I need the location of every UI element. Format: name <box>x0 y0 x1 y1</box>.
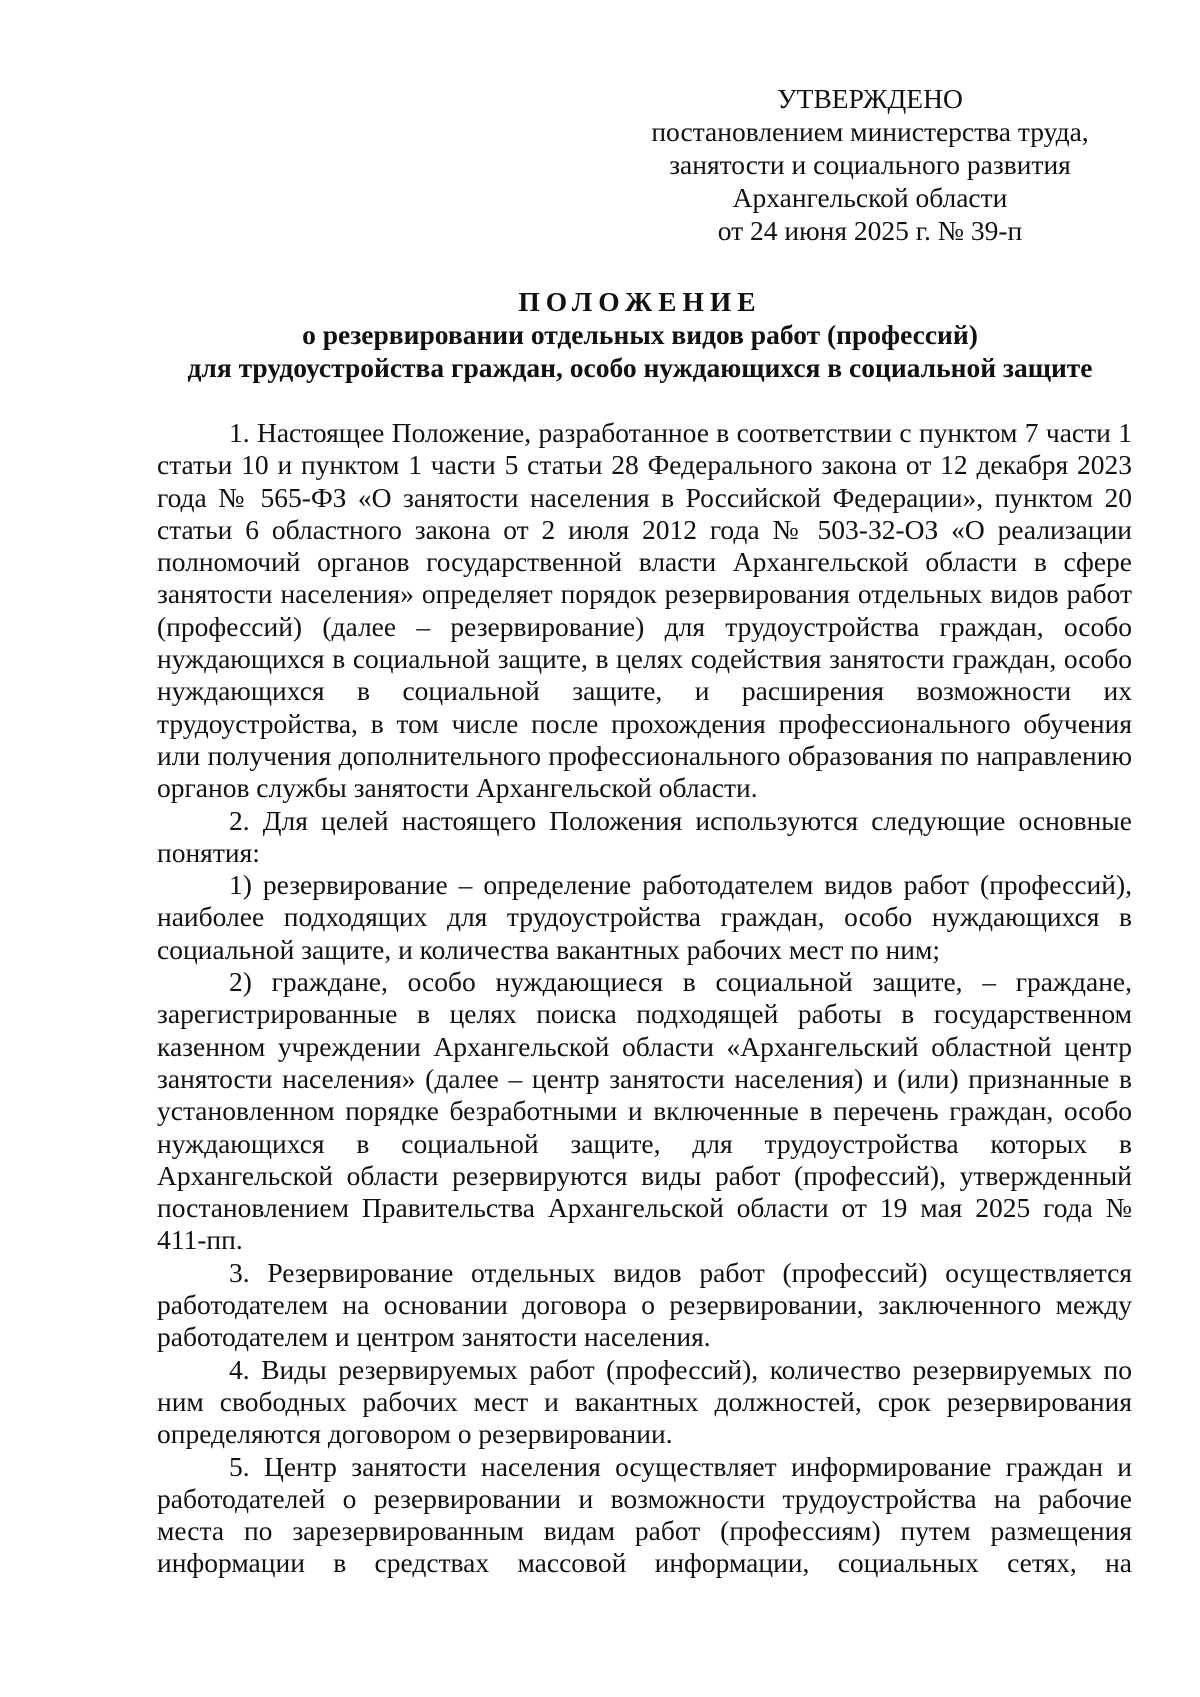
approval-line: занятости и социального развития <box>669 149 1071 180</box>
document-title: ПОЛОЖЕНИЕ <box>518 286 762 317</box>
approval-line: Архангельской области <box>732 182 1008 213</box>
document-body <box>157 417 1132 1580</box>
approval-title: УТВЕРЖДЕНО <box>777 83 963 114</box>
paragraph-2-item-2: 2) граждане, особо нуждающиеся в социальной защите, – граждане, зарегистрированные в целях поиска подходящей работы в государственном казенном учреждении Архангельской области «Архангельский областной центр занятости населения» (далее – центр занятости населения) и (или) признанные в установленном порядке безработными и включенные в перечень граждан, особо нуждающихся в социальной защите, для трудоустройства которых в Архангельской области резервируются виды работ (профессий), утвержденный постановлением Правительства Архангельской области от 19 мая 2025 года № 411-пп. <box>157 966 1132 1256</box>
document-subtitle: для трудоустройства граждан, особо нуждающихся в социальной защите <box>187 352 1093 383</box>
paragraph-5: 5. Центр занятости населения осуществляет информирование граждан и работодателей о резервировании и возможности трудоустройства на рабочие места по зарезервированным видам работ (профессиям) путем размещения информации в средствах массовой информации, социальных сетях, на <box>157 1450 1132 1579</box>
paragraph-2-item-1: 1) резервирование – определение работодателем видов работ (профессий), наиболее подходящих для трудоустройства граждан, особо нуждающихся в социальной защите, и количества вакантных рабочих мест по ним; <box>157 869 1132 965</box>
document-heading <box>150 285 1130 384</box>
paragraph-2: 2. Для целей настоящего Положения используются следующие основные понятия: <box>157 804 1132 868</box>
approval-date: от 24 июня 2025 г. № 39-п <box>717 215 1023 246</box>
paragraph-1: 1. Настоящее Положение, разработанное в соответствии с пунктом 7 части 1 статьи 10 и пунктом 1 части 5 статьи 28 Федерального закона от 12 декабря 2023 года № 565-ФЗ «О занятости населения в Российской Федерации», пунктом 20 статьи 6 областного закона от 2 июля 2012 года № 503-32-ОЗ «О реализации полномочий органов государственной власти Архангельской области в сфере занятости населения» определяет порядок резервирования отдельных видов работ (профессий) (далее – резервирование) для трудоустройства граждан, особо нуждающихся в социальной защите, в целях содействия занятости граждан, особо нуждающихся в социальной защите, и расширения возможности их трудоустройства, в том числе после прохождения профессионального обучения или получения дополнительного профессионального образования по направлению органов службы занятости Архангельской области. <box>157 417 1132 804</box>
document-subtitle: о резервировании отдельных видов работ (профессий) <box>302 319 978 350</box>
paragraph-4: 4. Виды резервируемых работ (профессий), количество резервируемых по ним свободных рабочих мест и вакантных должностей, срок резервирования определяются договором о резервировании. <box>157 1353 1132 1450</box>
approval-stamp <box>620 82 1120 247</box>
paragraph-3: 3. Резервирование отдельных видов работ (профессий) осуществляется работодателем на основании договора о резервировании, заключенного между работодателем и центром занятости населения. <box>157 1256 1132 1353</box>
approval-line: постановлением министерства труда, <box>651 116 1089 147</box>
